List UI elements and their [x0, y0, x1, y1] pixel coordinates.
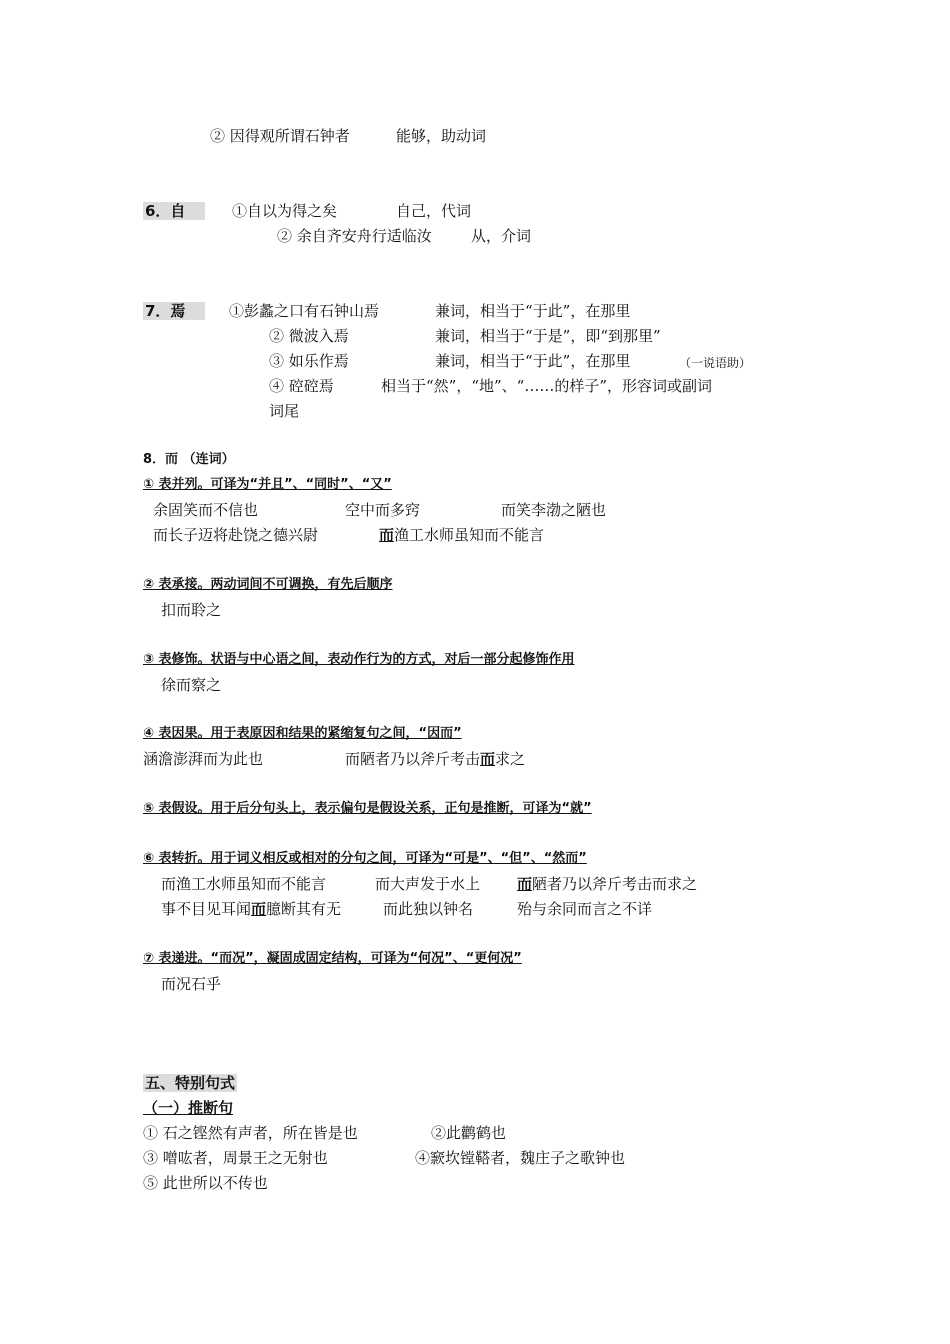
example-line: [161, 874, 698, 894]
example-text: 而长子迈将赴饶之德兴尉: [153, 526, 319, 544]
heading-7: [143, 301, 631, 321]
usage-heading-4: ④ 表因果。用于表原因和结果的紧缩复句之间，“因而”: [143, 726, 462, 741]
emphasized-char: 而: [251, 900, 267, 918]
example-text: ② 因得观所谓石钟者: [210, 127, 350, 145]
example-text: ⑤ 此世所以不传也: [143, 1174, 268, 1192]
example-text: ② 余自齐安舟行适临汝: [277, 227, 432, 245]
example-line: [153, 500, 607, 520]
example-text: 涵澹澎湃而为此也: [143, 750, 264, 768]
example-text: 臆断其有无: [266, 900, 342, 918]
gloss-text: 能够，助动词: [396, 127, 487, 145]
example-line: [210, 126, 487, 146]
example-text: 事不目见耳闻: [161, 900, 252, 918]
example-text: [517, 874, 697, 894]
example-line: [269, 376, 713, 396]
example-line: [143, 1123, 507, 1143]
heading-6-label: 6．自: [143, 202, 205, 220]
example-text: 求之: [495, 750, 526, 768]
example-text: ①自以为得之矣: [232, 202, 338, 220]
example-text: 空中而多窍: [345, 501, 421, 519]
example-text: 而笑李渤之陋也: [501, 501, 607, 519]
example-text: 渔工水师虽知而不能言: [394, 526, 545, 544]
usage-heading-3: ③ 表修饰。状语与中心语之间，表动作行为的方式，对后一部分起修饰作用: [143, 652, 575, 667]
note-text: （一说语助）: [679, 356, 752, 370]
example-text: 余固笑而不信也: [153, 501, 259, 519]
gloss-text: 从，介词: [471, 227, 532, 245]
example-text: 而陋者乃以斧斤考击: [345, 750, 481, 768]
example-text: [161, 900, 341, 918]
section-heading: [143, 1073, 237, 1093]
example-text: 扣而聆之: [161, 601, 222, 619]
subsection-heading: （一）推断句: [143, 1099, 234, 1117]
example-text: ③ 如乐作焉: [269, 352, 349, 370]
heading-8: 8．而 （连词）: [143, 452, 235, 467]
gloss-text: 兼词，相当于“于此”，在那里: [435, 352, 631, 370]
gloss-text: 兼词，相当于“于此”，在那里: [435, 302, 631, 320]
example-text: [379, 525, 544, 545]
example-line: [153, 525, 545, 545]
example-text: 而此独以钟名: [383, 900, 474, 918]
example-line: [143, 1148, 626, 1168]
section-heading-label: 五、特别句式: [145, 1074, 236, 1092]
heading-6: [143, 201, 472, 221]
example-line: [277, 226, 532, 246]
example-text: 徐而察之: [161, 676, 222, 694]
example-text: [345, 749, 525, 769]
usage-heading-6: ⑥ 表转折。用于词义相反或相对的分句之间，可译为“可是”、“但”、“然而”: [143, 851, 587, 866]
example-text: ④ 硿硿焉: [269, 377, 334, 395]
gloss-text: 兼词，相当于“于是”，即“到那里”: [435, 327, 661, 345]
example-text: 而况石乎: [161, 975, 222, 993]
emphasized-char: 而: [480, 750, 496, 768]
gloss-text: 自己，代词: [396, 202, 472, 220]
gloss-text: 相当于“然”，“地”、“……的样子”，形容词或副词: [381, 377, 713, 395]
example-text: ②此鹳鹤也: [431, 1124, 507, 1142]
example-text: 殆与余同而言之不详: [517, 900, 653, 918]
usage-heading-5: ⑤ 表假设。用于后分句头上，表示偏句是假设关系，正句是推断，可译为“就”: [143, 801, 592, 816]
example-text: ④窾坎镗鞳者，魏庄子之歌钟也: [415, 1149, 626, 1167]
example-line: [161, 899, 653, 919]
example-line: [269, 351, 752, 371]
heading-7-label: 7．焉: [143, 302, 205, 320]
example-text: ① 石之铿然有声者，所在皆是也: [143, 1124, 358, 1142]
example-line: [269, 326, 661, 346]
emphasized-char: 而: [379, 526, 395, 544]
example-text: ② 微波入焉: [269, 327, 349, 345]
example-line: [143, 749, 526, 769]
example-text: ③ 噌吰者，周景王之无射也: [143, 1149, 328, 1167]
gloss-continuation: 词尾: [269, 402, 300, 420]
example-text: 而渔工水师虽知而不能言: [161, 875, 327, 893]
emphasized-char: 而: [517, 875, 533, 893]
usage-heading-2: ② 表承接。两动词间不可调换，有先后顺序: [143, 577, 393, 592]
usage-heading-1: ① 表并列。可译为“并且”、“同时”、“又”: [143, 477, 392, 492]
example-text: 陋者乃以斧斤考击而求之: [532, 875, 698, 893]
example-text: 而大声发于水上: [375, 875, 481, 893]
usage-heading-7: ⑦ 表递进。“而况”，凝固成固定结构，可译为“何况”、“更何况”: [143, 951, 522, 966]
example-text: ①彭蠡之口有石钟山焉: [229, 302, 380, 320]
